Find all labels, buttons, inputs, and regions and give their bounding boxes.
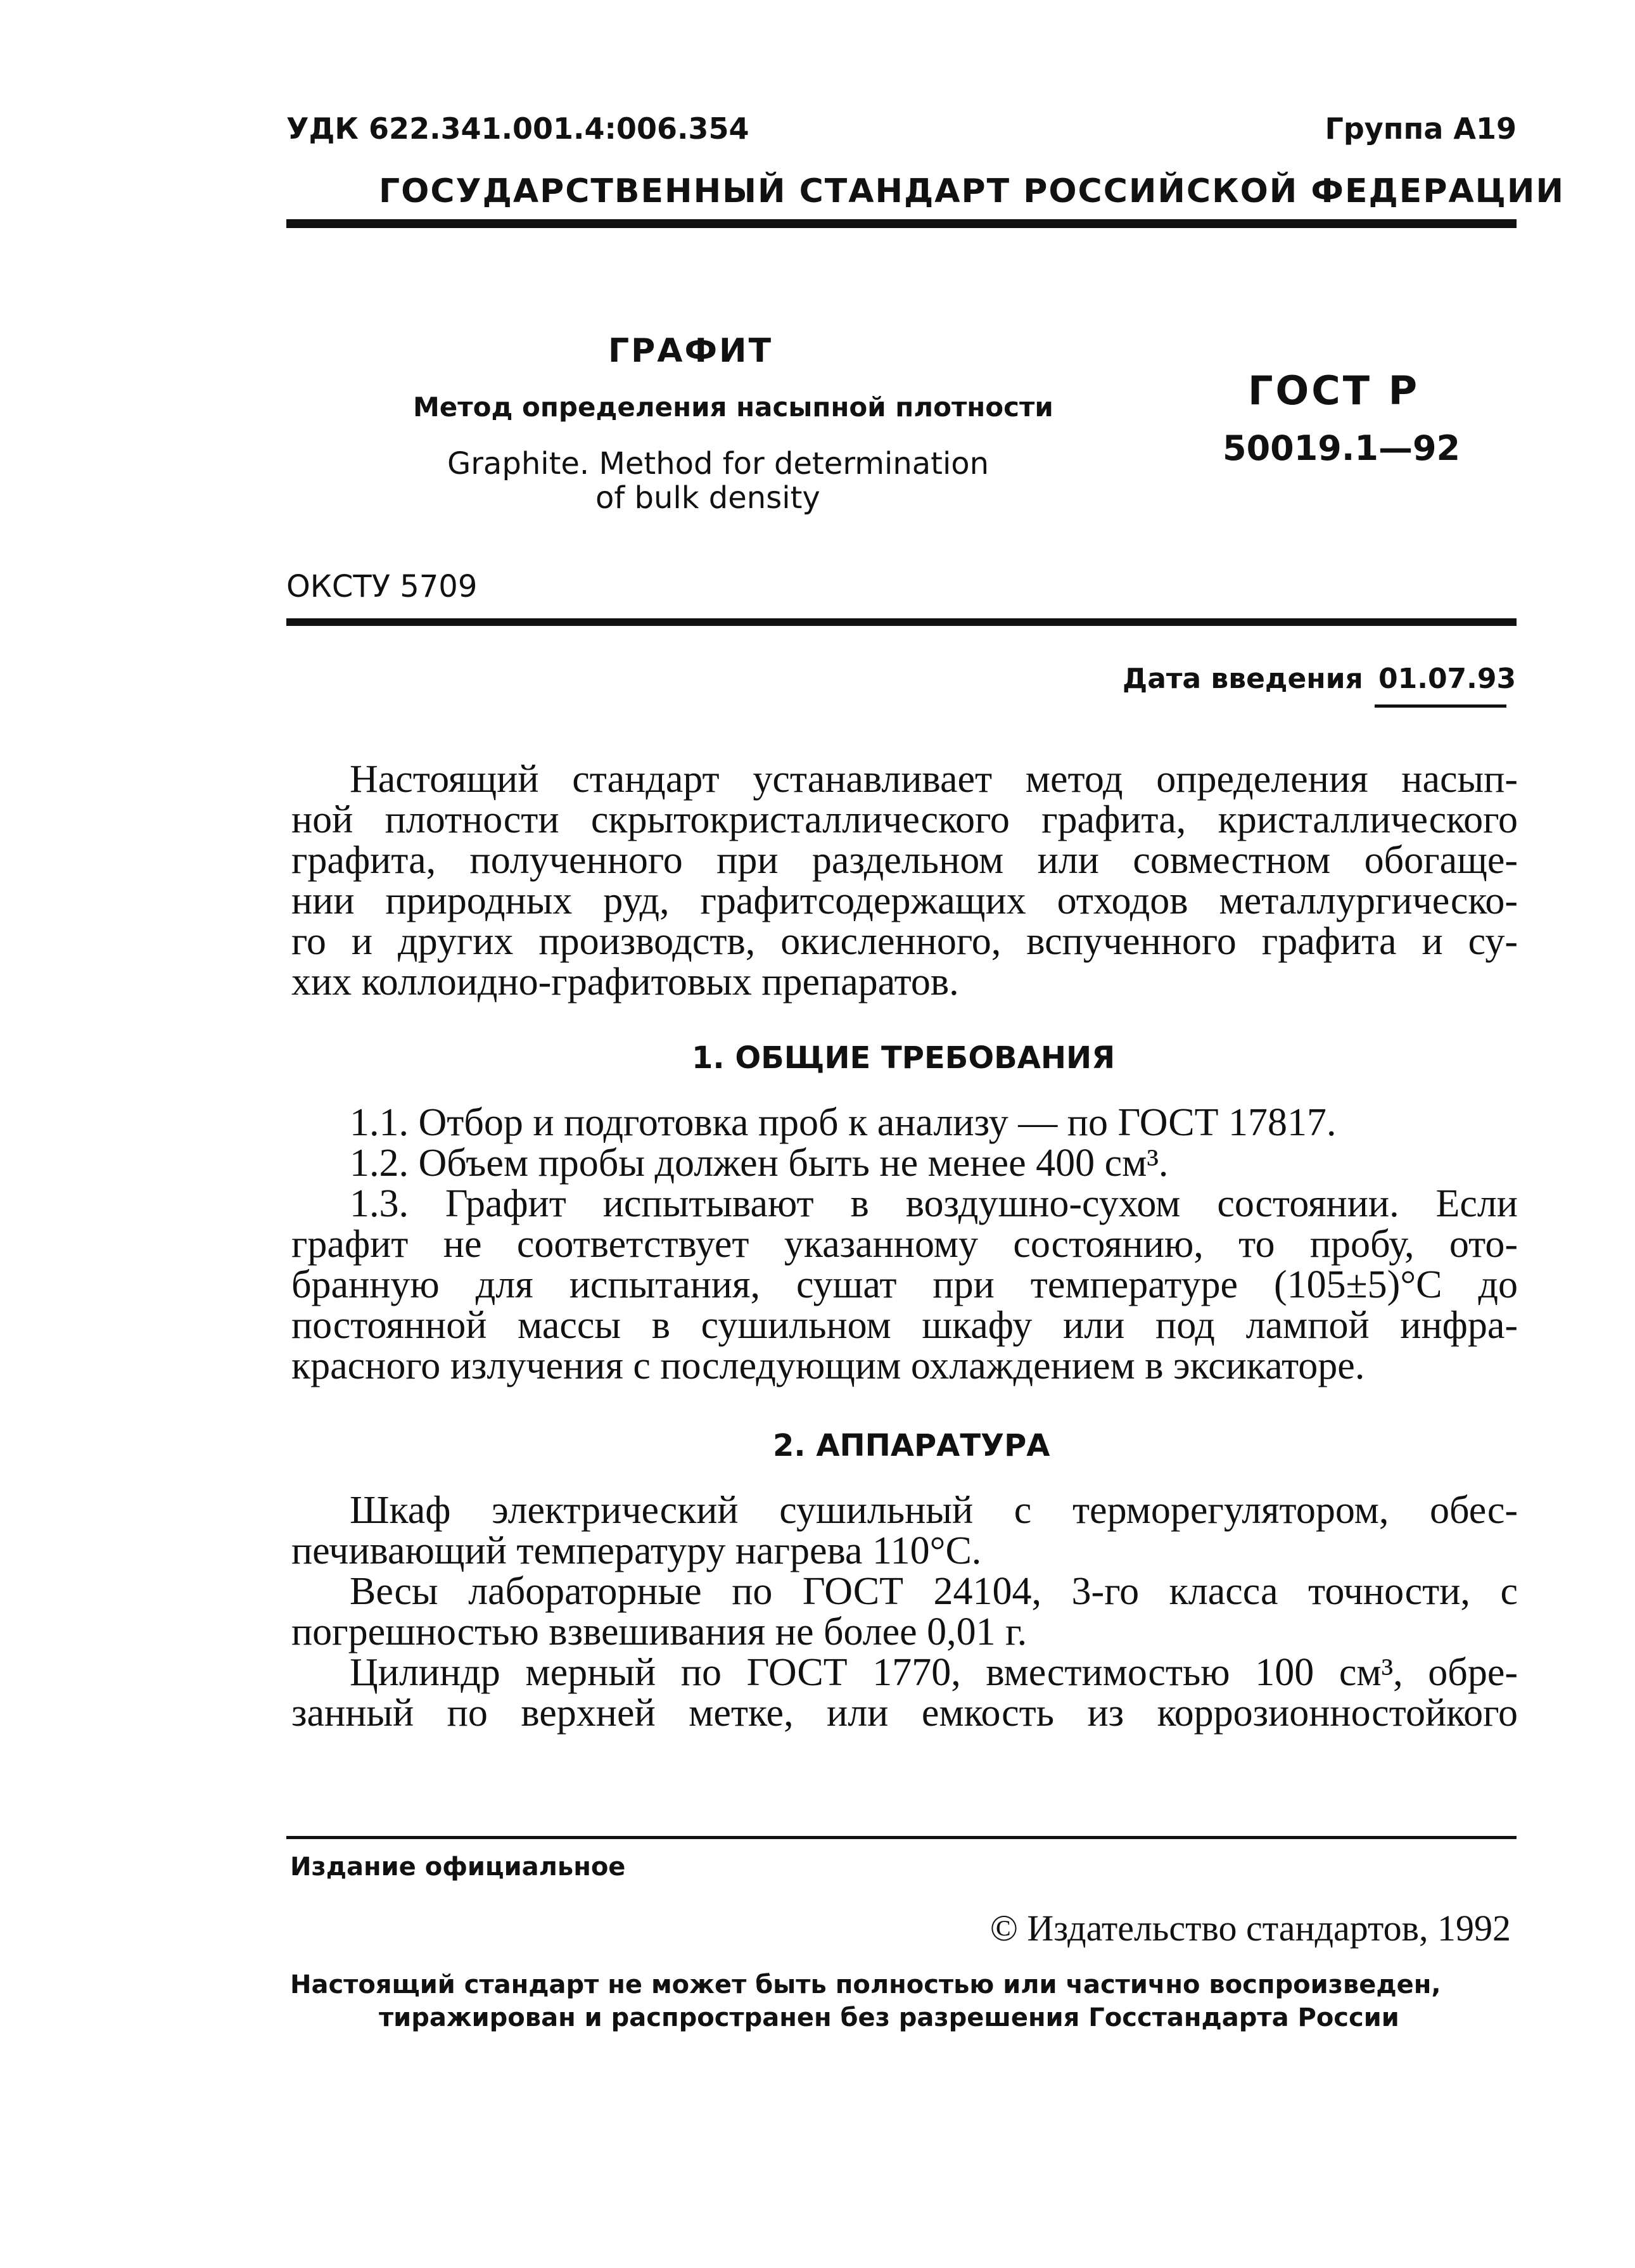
text-line: погрешностью взвешивания не более 0,01 г.: [291, 1610, 1027, 1653]
text-line: бранную для испытания, сушат при температуре (105±5)°С до: [291, 1263, 1518, 1306]
reproduction-notice-line-1: Настоящий стандарт не может быть полностью или частично воспроизведен,: [290, 1970, 1441, 1999]
text-line: нии природных руд, графитсодержащих отходов металлургическо-: [291, 879, 1518, 922]
text-line: печивающий температуру нагрева 110°С.: [291, 1529, 982, 1572]
text-line: постоянной массы в сушильном шкафу или под лампой инфра-: [291, 1304, 1518, 1347]
subtitle-english-line-2: of bulk density: [595, 480, 820, 516]
group-code: Группа А19: [1325, 111, 1517, 146]
state-standard-heading: ГОСУДАРСТВЕННЫЙ СТАНДАРТ РОССИЙСКОЙ ФЕДЕРАЦИИ: [379, 172, 1565, 210]
text-line: графит не соответствует указанному состоянию, то пробу, ото-: [291, 1223, 1518, 1266]
section-2-body: [291, 1490, 1518, 1733]
section-2-heading: 2. АППАРАТУРА: [773, 1428, 1050, 1463]
clause-1-1: 1.1. Отбор и подготовка проб к анализу — по ГОСТ 17817.: [350, 1101, 1337, 1144]
section-1-body: [291, 1102, 1518, 1386]
section-1-heading: 1. ОБЩИЕ ТРЕБОВАНИЯ: [692, 1040, 1116, 1076]
text-line: 1.3. Графит испытывают в воздушно-сухом состоянии. Если: [350, 1182, 1518, 1225]
intro-date-label: Дата введения: [1123, 663, 1363, 695]
subtitle-english-line-1: Graphite. Method for determination: [447, 446, 989, 481]
text-line: Цилиндр мерный по ГОСТ 1770, вместимостью 100 см³, обре-: [350, 1651, 1518, 1694]
intro-paragraph: [291, 759, 1518, 1002]
text-line: ной плотности скрытокристаллического графита, кристаллического: [291, 798, 1518, 841]
reproduction-notice-line-2: тиражирован и распространен без разрешения Госстандарта России: [379, 2003, 1399, 2032]
okstu-code: ОКСТУ 5709: [286, 569, 478, 604]
text-line: графита, полученного при раздельном или совместном обогаще-: [291, 839, 1518, 882]
copyright-notice: © Издательство стандартов, 1992: [989, 1908, 1511, 1949]
clause-1-2: 1.2. Объем пробы должен быть не менее 400 см³.: [350, 1142, 1169, 1185]
text-line: занный по верхней метке, или емкость из коррозионностойкого: [291, 1691, 1518, 1735]
footer-rule: [286, 1836, 1517, 1839]
document-title: ГРАФИТ: [608, 332, 773, 370]
intro-date-value: 01.07.93: [1378, 663, 1517, 695]
text-line: красного излучения с последующим охлаждением в эксикаторе.: [291, 1344, 1365, 1387]
intro-date-underline: [1375, 704, 1506, 708]
header-rule: [286, 219, 1517, 228]
text-line: хих коллоидно-графитовых препаратов.: [291, 960, 959, 1003]
official-edition-label: Издание официальное: [290, 1852, 626, 1882]
gost-number: 50019.1—92: [1223, 428, 1461, 468]
text-line: Настоящий стандарт устанавливает метод определения насып-: [350, 758, 1518, 801]
text-line: го и других производств, окисленного, вспученного графита и су-: [291, 920, 1518, 963]
subtitle-russian: Метод определения насыпной плотности: [413, 392, 1053, 423]
title-rule: [286, 618, 1517, 626]
text-line: Шкаф электрический сушильный с терморегулятором, обес-: [350, 1489, 1518, 1532]
gost-label: ГОСТ Р: [1248, 367, 1420, 414]
udc-code: УДК 622.341.001.4:006.354: [286, 111, 749, 146]
text-line: Весы лабораторные по ГОСТ 24104, 3-го класса точности, с: [350, 1570, 1518, 1613]
